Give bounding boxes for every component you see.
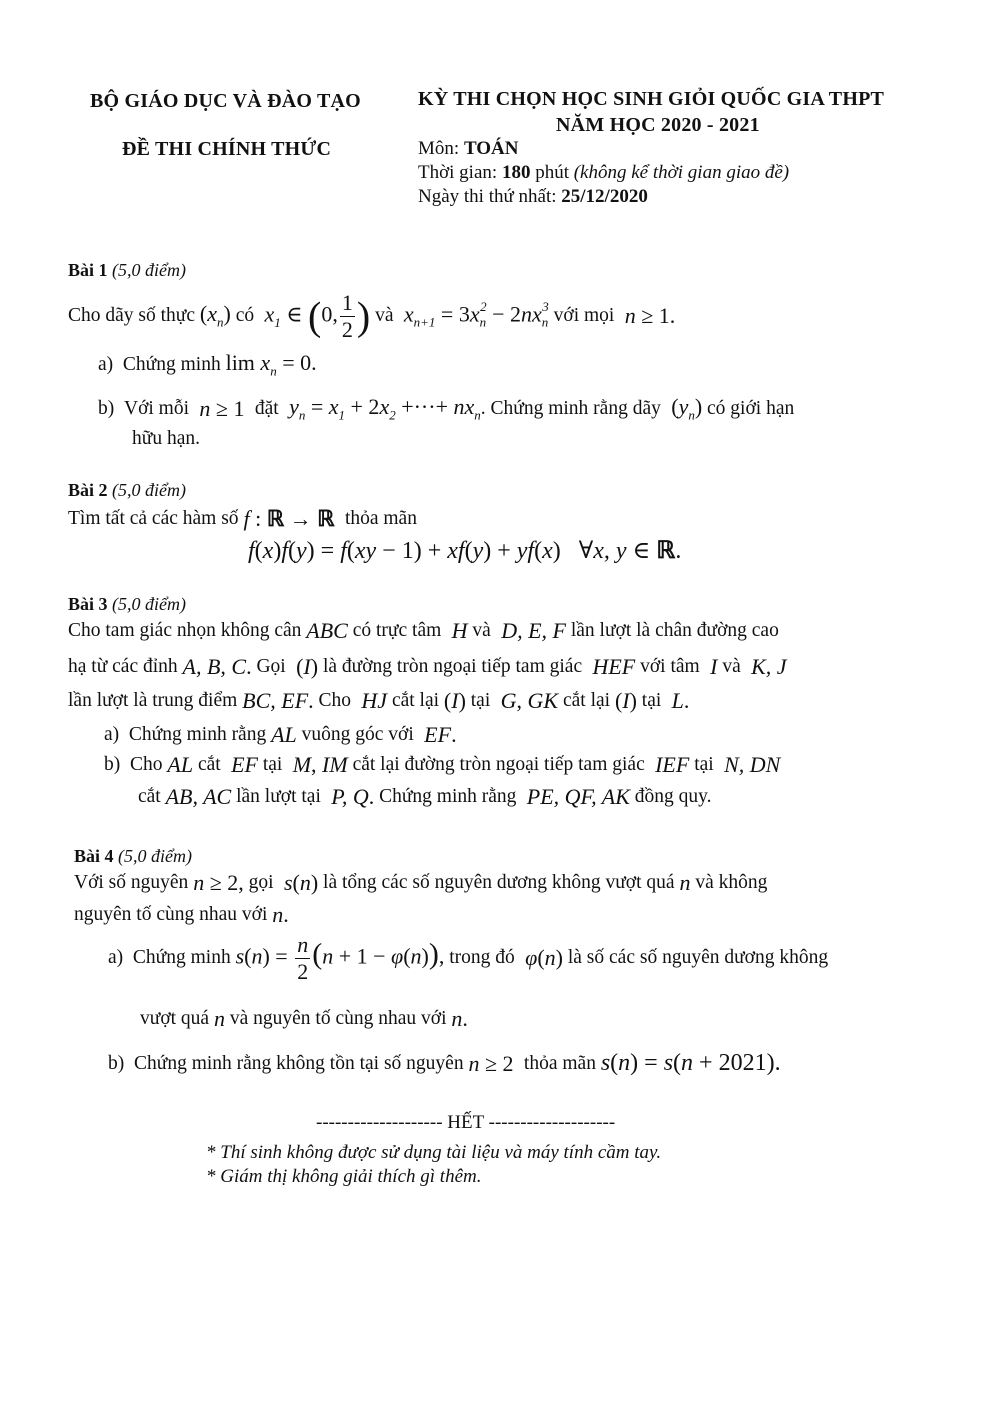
text: cắt [193,754,226,775]
math: H [446,618,468,643]
time-unit: phút [530,162,574,183]
math-limit: $\lim x_n = 0$. [225,350,317,379]
official-label: ĐỀ THI CHÍNH THỨC [122,138,332,160]
math: L. [666,688,690,713]
text: . Chứng minh rằng dãy [480,397,666,419]
math: n. [272,902,289,927]
problem-4-points: (5,0 điểm) [118,846,192,866]
text: có giới hạn [702,397,795,419]
math: AL [167,752,194,777]
problem-2-title [68,480,186,501]
text: cắt lại [387,690,444,711]
problem-3-points: (5,0 điểm) [112,594,186,614]
math-x1-interval: $x_1$ ∈ (0, $\frac{1}{2}$ ) [258,289,371,342]
part-label: b) [108,1052,125,1074]
math: N, DN [718,752,781,777]
math: IEF [649,752,690,777]
text: trong đó [444,947,520,968]
math: A, B, C. [182,654,252,679]
exam-title: KỲ THI CHỌN HỌC SINH GIỎI QUỐC GIA THPT [418,88,885,110]
problem-2-label: Bài 2 [68,480,108,500]
part-label: a) [108,947,124,968]
math: (I) [296,654,319,679]
math-sequence-y: $(y_n)$ [671,394,703,423]
math-function-f: f : ℝ → ℝ [243,506,335,531]
math-sequence-x: $(x_n)$ [199,301,231,330]
problem-4-label: Bài 4 [74,846,114,866]
text: Cho tam giác nhọn không cân [68,620,307,641]
text: Chứng minh [122,353,226,375]
math: M, IM [287,752,348,777]
text: Cho [130,754,168,775]
math-sn-equality: s(n) = s(n + 2021). [600,1050,781,1076]
text: Chứng minh [132,947,236,968]
math: I [704,654,718,679]
problem-4-part-a-cont [140,1006,468,1032]
footer-note-1: * Thí sinh không được sử dụng tài liệu và máy tính cầm tay. [206,1142,662,1163]
text: gọi [243,872,279,893]
problem-3-line-2 [68,654,787,680]
text: cắt lại [558,690,615,711]
math: φ(n) [519,945,563,970]
problem-4-line-1 [74,870,767,896]
problem-3-part-a [104,722,457,748]
date-label: Ngày thi thứ nhất: [418,186,562,207]
math: (I) [614,688,637,713]
math: n. [451,1006,468,1031]
math-n-ge-1: n ≥ 1. [619,303,676,328]
text: Tìm tất cả các hàm số [68,508,244,529]
time-line [418,162,789,184]
text: và [370,305,399,326]
math: s(n) [278,870,319,895]
math: HJ [355,688,388,713]
part-label: b) [104,754,121,775]
text: có trực tâm [347,620,447,641]
math: n ≥ 2, [193,870,244,895]
text: vượt quá [140,1008,214,1029]
problem-1-statement [68,286,675,346]
part-label: b) [98,397,115,419]
math-recurrence: $x_{n+1} = 3x_n^2 - 2nx_n^3$ [398,299,549,330]
math-functional-equation: f(x)f(y) = f(xy − 1) + xf(y) + yf(x) ∀x, y ∈ ℝ. [248,538,682,564]
problem-1-label: Bài 1 [68,260,108,280]
text: thỏa mãn [519,1052,601,1074]
text: lần lượt là chân đường cao [565,620,779,641]
math-n-ge-1: n ≥ 1 [193,395,245,421]
text: vuông góc với [296,724,419,745]
problem-1-part-b [98,394,794,423]
problem-3-title [68,594,186,615]
problem-4-part-a [108,930,828,986]
problem-3-line-1 [68,618,779,644]
text: và [717,656,746,677]
text: là tổng các số nguyên dương không vượt quá [318,872,680,893]
text: có [230,305,259,326]
text: và không [690,872,768,893]
part-label: a) [98,353,114,375]
text: cắt lại đường tròn ngoại tiếp tam giác [347,754,650,775]
math: HEF [586,654,636,679]
problem-2-points: (5,0 điểm) [112,480,186,500]
subject-line [418,138,519,160]
math: n ≥ 2 [468,1050,514,1076]
text: đồng quy. [629,786,712,807]
text: tại [636,690,667,711]
math: n [679,870,691,895]
footer-note-2: * Giám thị không giải thích gì thêm. [206,1166,482,1187]
math: PE, QF, AK [521,784,630,809]
text: thỏa mãn [340,508,417,529]
text: lần lượt là trung điểm [68,690,243,711]
text: và nguyên tố cùng nhau với [224,1008,452,1029]
math: EF [225,752,258,777]
subject-value: TOÁN [463,138,519,159]
problem-1-part-a [98,350,317,379]
school-year: NĂM HỌC 2020 - 2021 [556,114,760,136]
problem-3-line-3 [68,688,689,714]
text: và [467,620,496,641]
math: P, Q. [325,784,375,809]
date-value: 25/12/2020 [561,186,648,207]
text: tại [465,690,496,711]
problem-4-part-b [108,1050,781,1077]
problem-4-title [74,846,192,867]
ministry-name: BỘ GIÁO DỤC VÀ ĐÀO TẠO [90,90,361,112]
math: AL [271,722,297,747]
text: Cho [313,690,356,711]
time-value: 180 [501,162,531,183]
text: cắt [138,786,166,807]
text: Chứng minh rằng [374,786,522,807]
text: Với số nguyên [74,872,194,893]
text: Gọi [251,656,291,677]
text: nguyên tố cùng nhau với [74,904,273,925]
text: Với mỗi [124,397,194,419]
math: K, J [745,654,787,679]
text: Chứng minh rằng [128,724,272,745]
problem-1-points: (5,0 điểm) [112,260,186,280]
problem-2-statement [68,506,417,532]
math: D, E, F [495,618,566,643]
problem-3-part-b-cont [138,784,712,810]
part-label: a) [104,724,120,745]
text: với mọi [548,305,620,326]
time-label: Thời gian: [418,162,502,183]
text: tại [689,754,719,775]
math: n [213,1006,225,1031]
problem-1-title [68,260,186,281]
time-note: (không kể thời gian giao đề) [573,162,790,183]
end-marker: -------------------- HẾT -------------------- [316,1112,616,1133]
problem-1-part-b-cont: hữu hạn. [132,428,200,449]
text: là đường tròn ngoại tiếp tam giác [318,656,587,677]
math: (I) [443,688,466,713]
date-line [418,186,648,208]
math: G, GK [495,688,559,713]
text: Cho dãy số thực [68,305,200,326]
text: là số các số nguyên dương không [562,947,829,968]
text: với tâm [635,656,705,677]
math: BC, EF. [242,688,314,713]
problem-3-part-b [104,752,780,778]
problem-3-label: Bài 3 [68,594,108,614]
text: tại [257,754,288,775]
math-sn-formula: s(n) = $\frac{n}{2}$ (n + 1 − φ(n)), [235,931,445,984]
math: AB, AC [165,784,232,809]
math: EF. [418,722,457,747]
text: lần lượt tại [231,786,326,807]
problem-4-line-2 [74,902,289,928]
text: Chứng minh rằng không tồn tại số nguyên [134,1052,469,1074]
subject-label: Môn: [418,138,464,159]
math-yn-sum: $y_n = x_1 + 2x_2$ +···+ $nx_n$ [283,394,481,423]
math: ABC [306,618,348,643]
text: hạ từ các đỉnh [68,656,183,677]
text: đặt [249,397,284,419]
